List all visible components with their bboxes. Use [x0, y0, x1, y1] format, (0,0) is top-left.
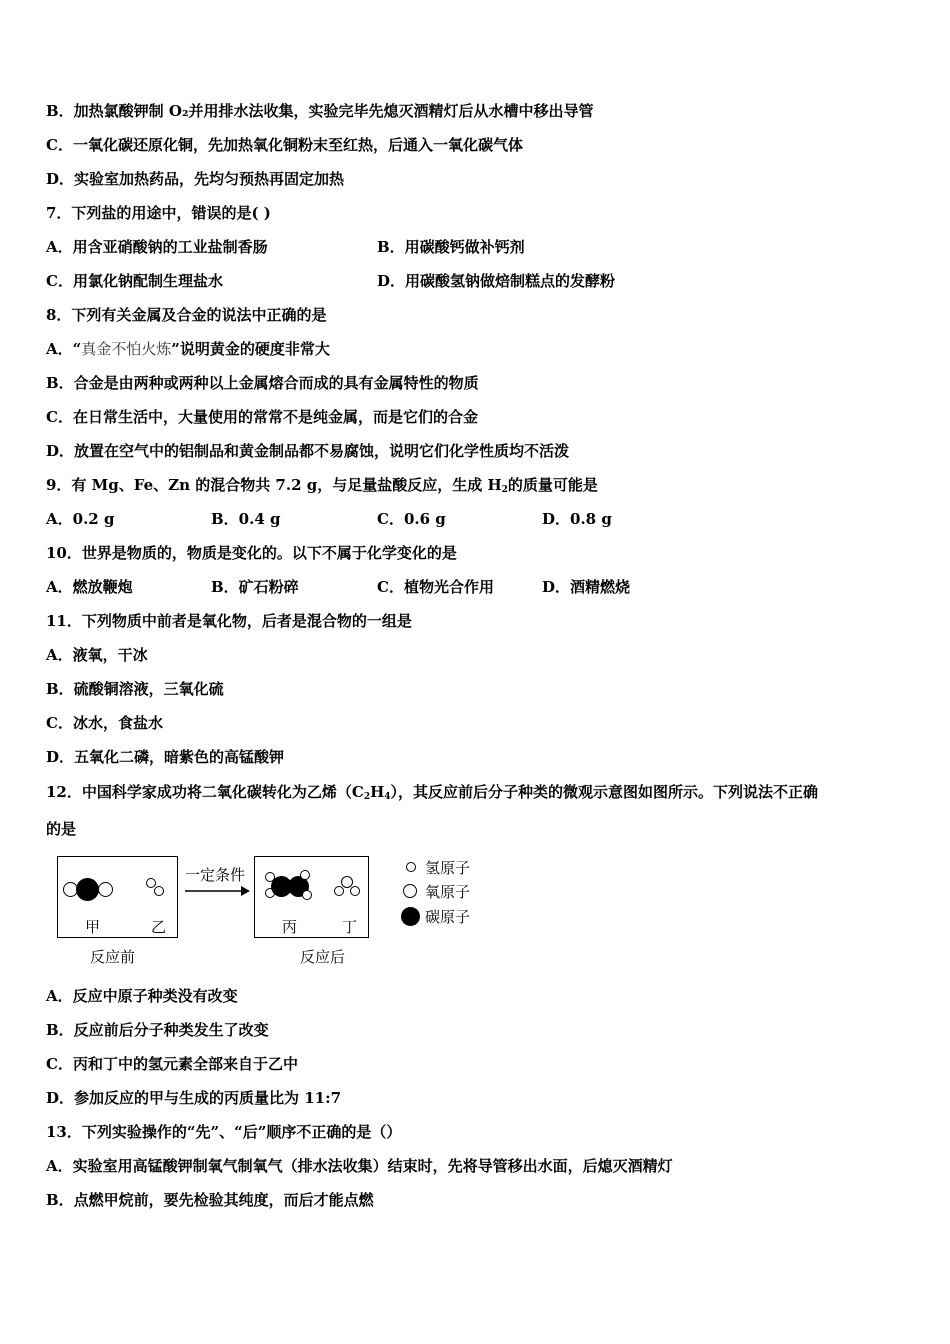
q12-stem-cont: 的是	[46, 820, 77, 838]
q11-option-b: B．硫酸铜溶液，三氧化硫	[46, 680, 224, 698]
q8-stem: 8．下列有关金属及合金的说法中正确的是	[46, 306, 327, 324]
q11-stem: 11．下列物质中前者是氧化物，后者是混合物的一组是	[46, 612, 412, 630]
q10-option-a: A．燃放鞭炮	[46, 578, 133, 596]
q6-option-d: D．实验室加热药品，先均匀预热再固定加热	[46, 170, 345, 188]
label-bing: 丙	[282, 918, 298, 936]
legend-oxygen: 氧原子	[425, 883, 471, 901]
q9-option-d: D．0.8 g	[542, 510, 612, 528]
hydrogen-atom	[302, 890, 312, 900]
label-yi: 乙	[151, 918, 167, 936]
q9-stem: 9．有 Mg、Fe、Zn 的混合物共 7.2 g，与足量盐酸反应，生成 $H_2$的质量可能是	[46, 476, 598, 495]
q13-option-a: A．实验室用高锰酸钾制氧气制氧气（排水法收集）结束时，先将导管移出水面，后熄灭酒精灯	[46, 1157, 673, 1175]
reaction-arrow	[185, 884, 251, 898]
legend-carbon: 碳原子	[425, 908, 471, 926]
legend-hydrogen-icon	[406, 862, 416, 872]
q10-option-c: C．植物光合作用	[377, 578, 494, 596]
q10-option-d: D．酒精燃烧	[542, 578, 631, 596]
q12-option-a: A．反应中原子种类没有改变	[46, 987, 238, 1005]
q7-option-c: C．用氯化钠配制生理盐水	[46, 272, 223, 290]
hydrogen-atom	[334, 886, 344, 896]
condition-label: 一定条件	[185, 866, 246, 884]
hydrogen-atom	[154, 886, 164, 896]
q7-option-d: D．用碳酸氢钠做焙制糕点的发酵粉	[377, 272, 616, 290]
legend-oxygen-icon	[403, 884, 417, 898]
q12-option-c: C．丙和丁中的氢元素全部来自于乙中	[46, 1055, 298, 1073]
q13-option-b: B．点燃甲烷前，要先检验其纯度，而后才能点燃	[46, 1191, 374, 1209]
q12-option-d: D．参加反应的甲与生成的丙质量比为 11:7	[46, 1089, 342, 1107]
carbon-atom	[76, 878, 99, 901]
q10-stem: 10．世界是物质的，物质是变化的。以下不属于化学变化的是	[46, 544, 457, 562]
label-after: 反应后	[300, 948, 346, 966]
q8-option-d: D．放置在空气中的铝制品和黄金制品都不易腐蚀，说明它们化学性质均不活泼	[46, 442, 570, 460]
hydrogen-atom	[350, 886, 360, 896]
q12-option-b: B．反应前后分子种类发生了改变	[46, 1021, 269, 1039]
q11-option-c: C．冰水，食盐水	[46, 714, 163, 732]
q10-option-b: B．矿石粉碎	[211, 578, 299, 596]
q7-stem: 7．下列盐的用途中，错误的是( )	[46, 204, 271, 222]
q9-option-b: B．0.4 g	[211, 510, 281, 528]
q11-option-d: D．五氧化二磷，暗紫色的高锰酸钾	[46, 748, 285, 766]
q7-option-a: A．用含亚硝酸钠的工业盐制香肠	[46, 238, 268, 256]
q8-option-c: C．在日常生活中，大量使用的常常不是纯金属，而是它们的合金	[46, 408, 478, 426]
hydrogen-atom	[300, 870, 310, 880]
q8-option-a: A．“真金不怕火炼”说明黄金的硬度非常大	[46, 340, 330, 358]
q7-option-b: B．用碳酸钙做补钙剂	[377, 238, 525, 256]
q12-stem: 12．中国科学家成功将二氧化碳转化为乙烯$(C_2H_4)$，其反应前后分子种类的微观示意图如图所示。下列说法不正确	[46, 783, 819, 802]
q8-option-b: B．合金是由两种或两种以上金属熔合而成的具有金属特性的物质	[46, 374, 479, 392]
q13-stem: 13．下列实验操作的“先”、“后”顺序不正确的是（）	[46, 1123, 402, 1141]
q6-option-b: B．加热氯酸钾制 O₂并用排水法收集，实验完毕先熄灭酒精灯后从水槽中移出导管	[46, 102, 594, 120]
legend-hydrogen: 氢原子	[425, 859, 471, 877]
q9-option-c: C．0.6 g	[377, 510, 446, 528]
label-before: 反应前	[90, 948, 136, 966]
legend-carbon-icon	[401, 907, 420, 926]
label-jia: 甲	[85, 918, 101, 936]
q9-option-a: A．0.2 g	[46, 510, 115, 528]
oxygen-atom	[98, 882, 113, 897]
q6-option-c: C．一氧化碳还原化铜，先加热氧化铜粉末至红热，后通入一氧化碳气体	[46, 136, 523, 154]
q11-option-a: A．液氧，干冰	[46, 646, 148, 664]
label-ding: 丁	[342, 918, 358, 936]
